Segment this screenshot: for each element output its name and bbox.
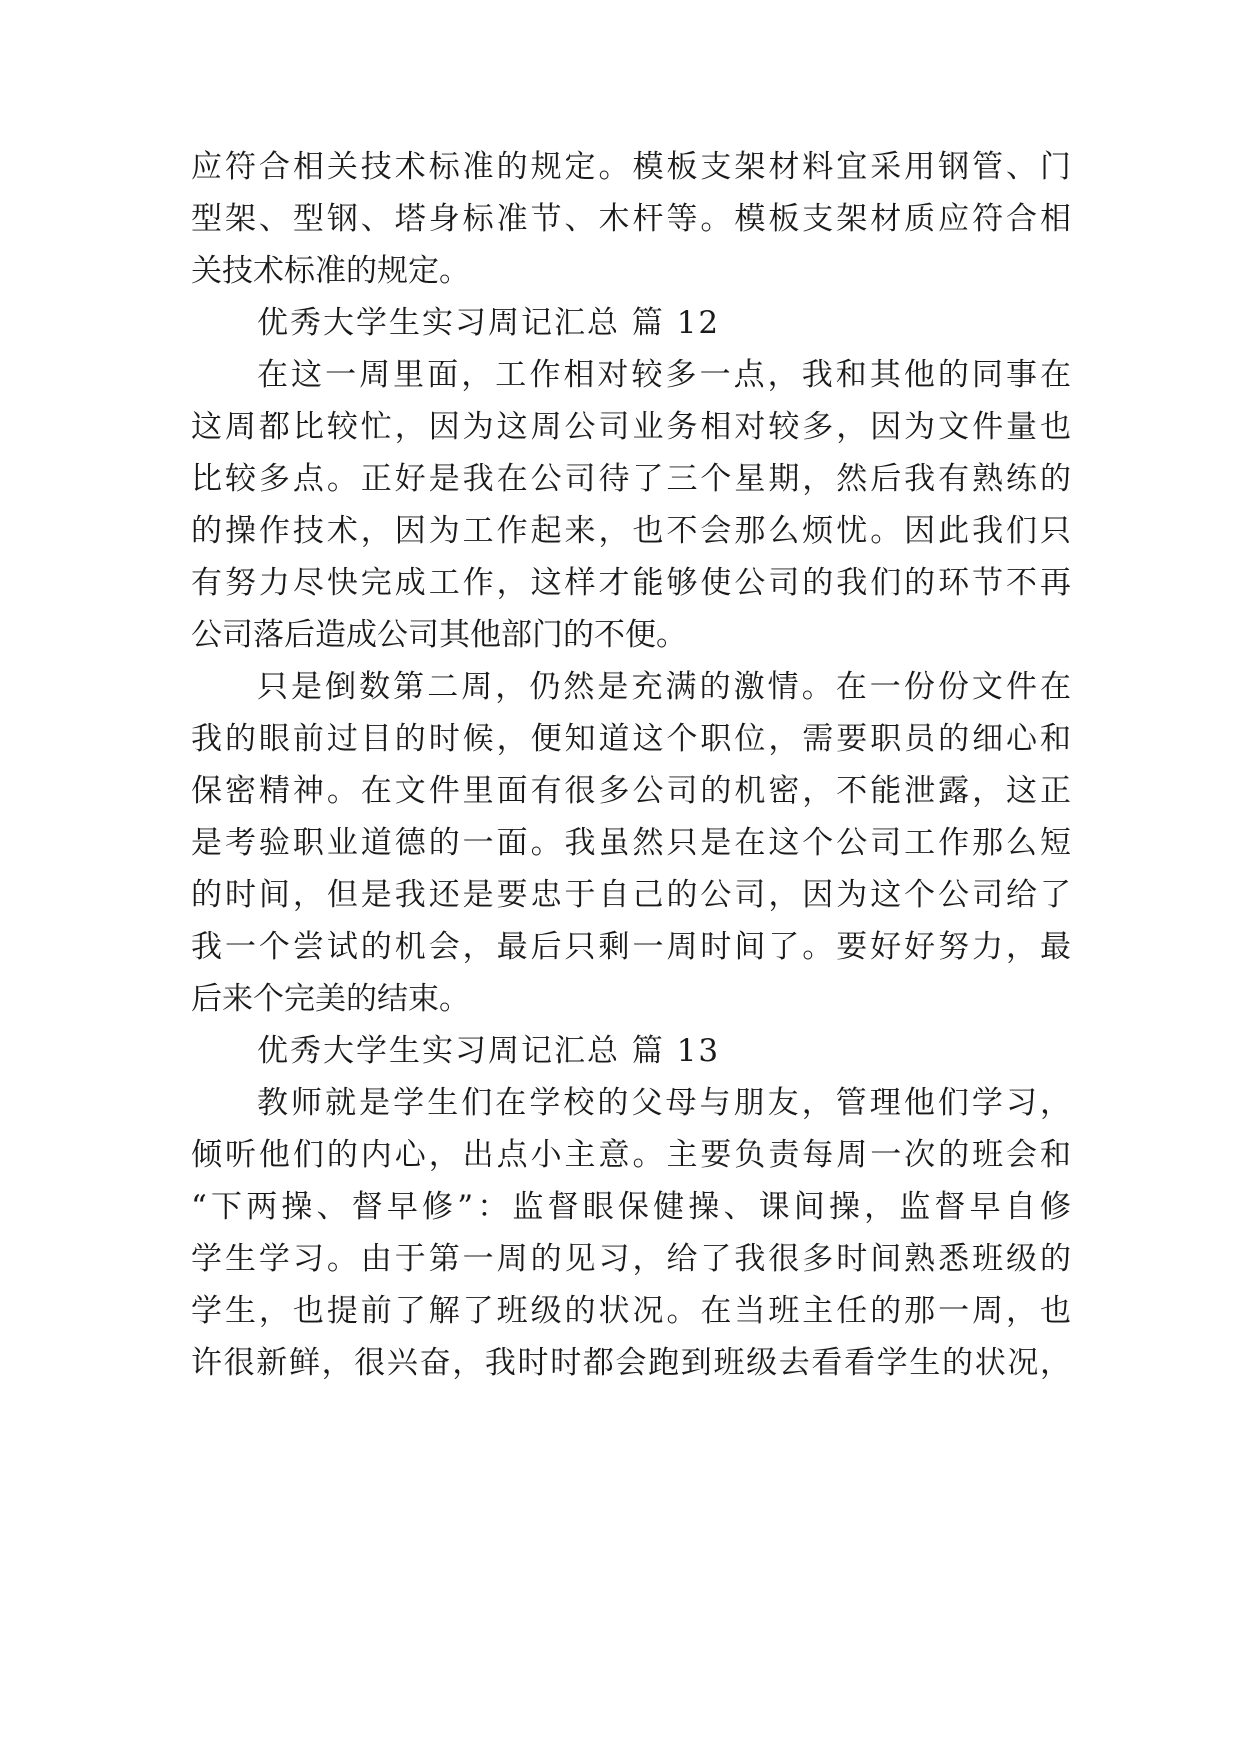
section-heading-13: 优秀大学生实习周记汇总 篇 13 bbox=[257, 1033, 721, 1069]
section-heading-12: 优秀大学生实习周记汇总 篇 12 bbox=[257, 305, 721, 341]
paragraph-line: 许很新鲜，很兴奋，我时时都会跑到班级去看看学生的状况， bbox=[191, 1345, 1071, 1381]
paragraph-line: 应符合相关技术标准的规定。模板支架材料宜采用钢管、门 bbox=[191, 149, 1071, 185]
paragraph-line: 关技术标准的规定。 bbox=[191, 253, 470, 289]
paragraph-line: 有努力尽快完成工作，这样才能够使公司的我们的环节不再 bbox=[191, 565, 1071, 601]
paragraph-line: 学生学习。由于第一周的见习，给了我很多时间熟悉班级的 bbox=[191, 1241, 1071, 1277]
paragraph-line: 型架、型钢、塔身标准节、木杆等。模板支架材质应符合相 bbox=[191, 201, 1071, 237]
paragraph-line: 我的眼前过目的时候，便知道这个职位，需要职员的细心和 bbox=[191, 721, 1071, 757]
paragraph-line: 只是倒数第二周，仍然是充满的激情。在一份份文件在 bbox=[257, 669, 1071, 705]
paragraph-line: 这周都比较忙，因为这周公司业务相对较多，因为文件量也 bbox=[191, 409, 1071, 445]
paragraph-line: 的操作技术，因为工作起来，也不会那么烦忧。因此我们只 bbox=[191, 513, 1071, 549]
paragraph-line: 是考验职业道德的一面。我虽然只是在这个公司工作那么短 bbox=[191, 825, 1071, 861]
paragraph-line: 学生，也提前了解了班级的状况。在当班主任的那一周，也 bbox=[191, 1293, 1071, 1329]
paragraph-line: 保密精神。在文件里面有很多公司的机密，不能泄露，这正 bbox=[191, 773, 1071, 809]
paragraph-line: 我一个尝试的机会，最后只剩一周时间了。要好好努力，最 bbox=[191, 929, 1071, 965]
paragraph-line: 在这一周里面，工作相对较多一点，我和其他的同事在 bbox=[257, 357, 1071, 393]
paragraph-line: 后来个完美的结束。 bbox=[191, 981, 470, 1017]
paragraph-line: 倾听他们的内心，出点小主意。主要负责每周一次的班会和 bbox=[191, 1137, 1071, 1173]
paragraph-line: 的时间，但是我还是要忠于自己的公司，因为这个公司给了 bbox=[191, 877, 1071, 913]
paragraph-line: 公司落后造成公司其他部门的不便。 bbox=[191, 617, 687, 653]
paragraph-line: 教师就是学生们在学校的父母与朋友，管理他们学习， bbox=[257, 1085, 1071, 1121]
paragraph-line: “下两操、督早修”：监督眼保健操、课间操，监督早自修 bbox=[191, 1189, 1071, 1225]
paragraph-line: 比较多点。正好是我在公司待了三个星期，然后我有熟练的 bbox=[191, 461, 1071, 497]
